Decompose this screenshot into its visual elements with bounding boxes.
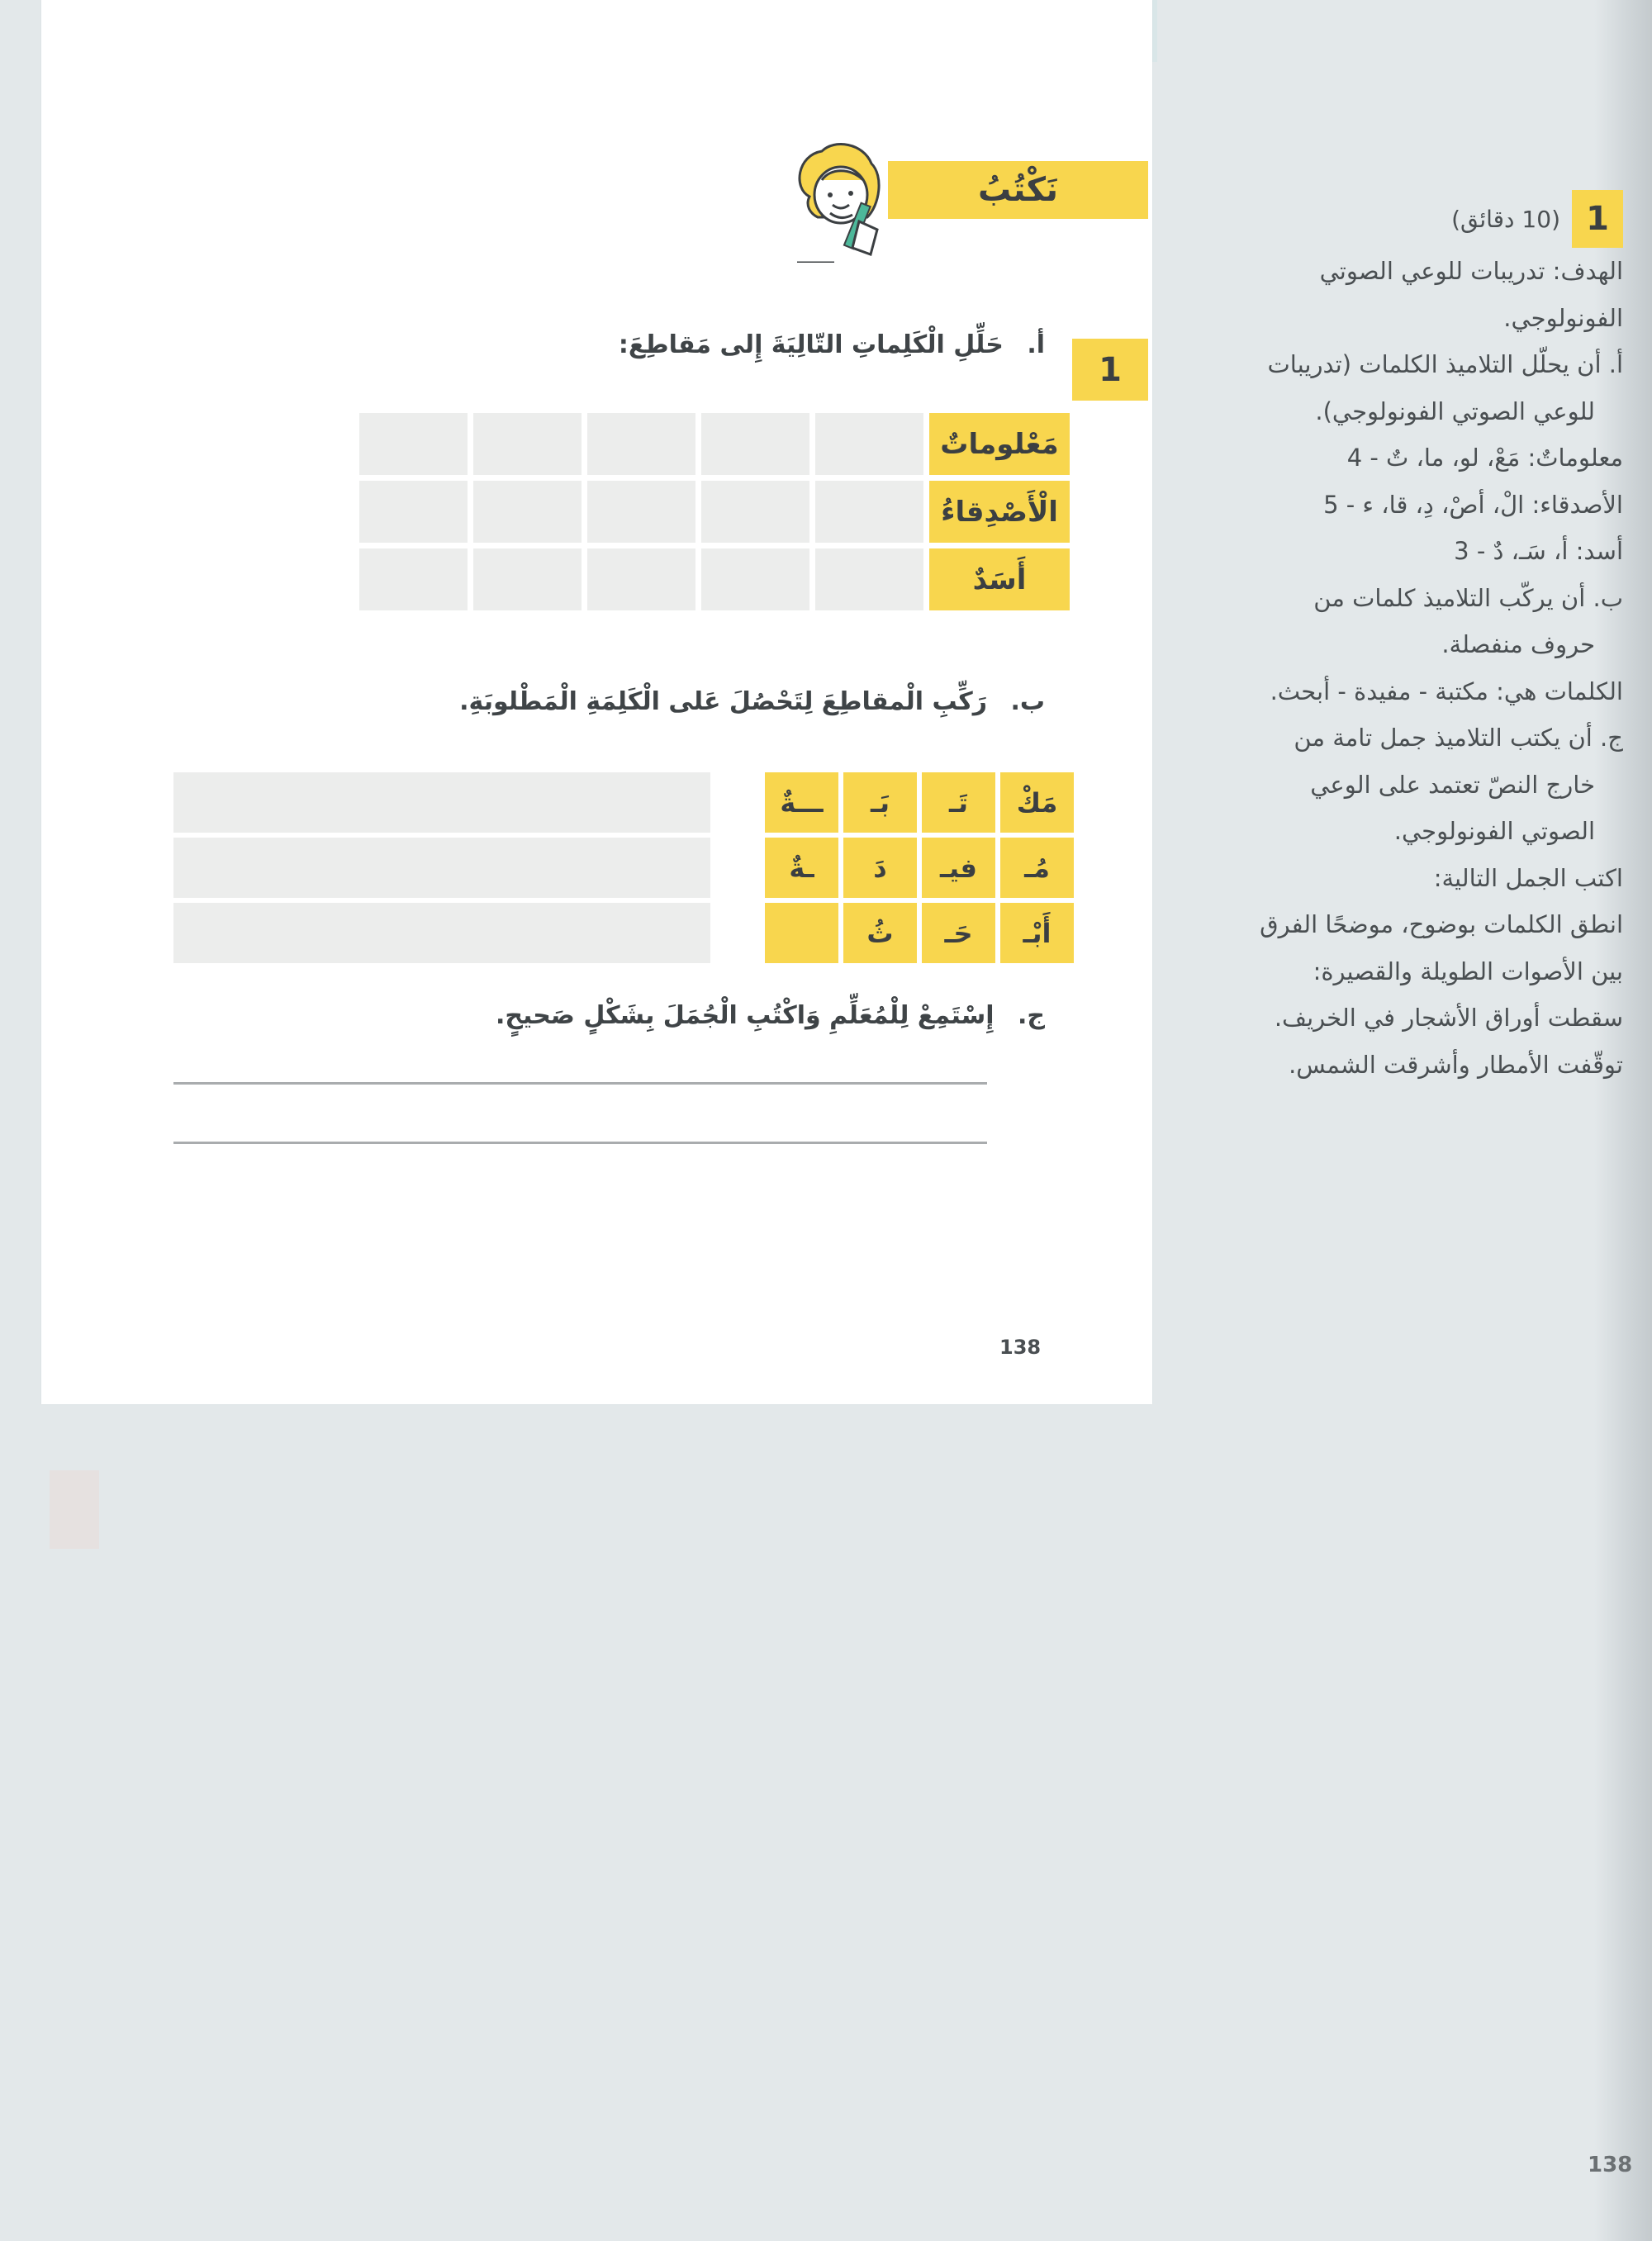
ghost-badge-bleed <box>50 1470 99 1549</box>
part-c-label: ج. <box>1017 1001 1045 1030</box>
note-line: سقطت أوراق الأشجار في الخريف. <box>1274 1004 1623 1032</box>
note-line: توقّفت الأمطار وأشرقت الشمس. <box>1289 1050 1623 1079</box>
word-cell: مَعْلوماتٌ <box>929 413 1070 475</box>
exercise-number-badge: 1 <box>1072 339 1148 401</box>
part-b-instruction <box>459 687 1045 716</box>
student-page-number: 138 <box>999 1336 1042 1359</box>
duration-label: (10 دقائق) <box>1451 205 1560 233</box>
syllable-cell: تَـ <box>922 772 995 833</box>
syllable-compose-area <box>173 772 1074 962</box>
syllable-answer-cell[interactable] <box>701 548 809 610</box>
syllable-analysis-table <box>310 413 1070 616</box>
note-line: انطق الكلمات بوضوح، موضحًا الفرق <box>1260 910 1623 938</box>
section-title-bar <box>888 161 1148 219</box>
note-line: الصوتي الفونولوجي. <box>1393 817 1595 845</box>
syllable-cell: أَبْـ <box>1000 903 1074 963</box>
syllable-cell: دَ <box>843 838 917 898</box>
note-line: خارج النصّ تعتمد على الوعي <box>1310 770 1595 799</box>
part-a-text: حَلِّلِ الْكَلِماتِ التّالِيَةَ إِلى مَقاطِعَ: <box>618 330 1004 359</box>
syllable-answer-cell[interactable] <box>587 548 695 610</box>
syllable-answer-cell[interactable] <box>815 481 923 543</box>
syllable-answer-cell[interactable] <box>359 548 468 610</box>
syllable-cell: ثُ <box>843 903 917 963</box>
syllable-answer-cell[interactable] <box>473 548 582 610</box>
part-b-text: رَكِّبِ الْمقاطِعَ لِتَحْصُلَ عَلى الْكَلِمَةِ الْمَطْلوبَةِ. <box>459 687 987 716</box>
part-b-label: ب. <box>1010 687 1045 716</box>
table-row <box>310 413 1070 475</box>
note-line: حروف منفصلة. <box>1441 630 1595 658</box>
note-line: ب. أن يركّب التلاميذ كلمات من <box>1313 583 1623 612</box>
top-edge-strip <box>1152 0 1157 62</box>
syllable-answer-cell[interactable] <box>473 413 582 475</box>
note-line: للوعي الصوتي الفونولوجي). <box>1315 396 1595 425</box>
word-cell: أَسَدٌ <box>929 548 1070 610</box>
girl-writing-icon <box>785 139 900 263</box>
note-line: ج. أن يكتب التلاميذ جمل تامة من <box>1294 724 1623 752</box>
note-line: بين الأصوات الطويلة والقصيرة: <box>1313 957 1623 985</box>
table-row <box>310 548 1070 610</box>
answer-bars <box>173 772 710 968</box>
syllable-cell: مَكْ <box>1000 772 1074 833</box>
word-answer-field[interactable] <box>173 772 710 833</box>
part-a-label: أ. <box>1027 330 1045 359</box>
syllable-answer-cell[interactable] <box>587 413 695 475</box>
note-line: معلوماتٌ: مَعْ، لو، ما، تٌ - 4 <box>1346 444 1623 472</box>
syllable-cell: ـــةٌ <box>765 772 838 833</box>
note-line: الكلمات هي: مكتبة - مفيدة - أبحث. <box>1270 677 1623 705</box>
syllable-answer-cell[interactable] <box>815 548 923 610</box>
note-line: الأصدقاء: الْ، أصْ، دِ، قا، ء - 5 <box>1323 490 1623 519</box>
word-answer-field[interactable] <box>173 838 710 898</box>
syllable-cell: بَـ <box>843 772 917 833</box>
syllable-cell: مُـ <box>1000 838 1074 898</box>
note-line: أ. أن يحلّل التلاميذ الكلمات (تدريبات <box>1267 350 1623 378</box>
syllable-answer-cell[interactable] <box>815 413 923 475</box>
part-c-text: إِسْتَمِعْ لِلْمُعَلِّمِ وَاكْتُبِ الْجُمَلَ بِشَكْلٍ صَحيحٍ. <box>496 1001 995 1030</box>
teacher-exercise-badge: 1 <box>1572 190 1623 248</box>
writing-line[interactable] <box>173 1082 987 1085</box>
part-c-instruction <box>496 1001 1045 1030</box>
note-line: أسد: أ، سَـ، دٌ - 3 <box>1454 537 1623 565</box>
word-answer-field[interactable] <box>173 903 710 963</box>
syllable-answer-cell[interactable] <box>701 481 809 543</box>
writing-line[interactable] <box>173 1142 987 1144</box>
syllable-cell: حَـ <box>922 903 995 963</box>
section-title: نَكْتُبُ <box>978 171 1058 209</box>
syllable-cell-empty <box>765 903 838 963</box>
syllable-answer-cell[interactable] <box>359 413 468 475</box>
syllable-cell: ـةٌ <box>765 838 838 898</box>
syllable-answer-cell[interactable] <box>701 413 809 475</box>
syllable-answer-cell[interactable] <box>359 481 468 543</box>
part-a-instruction <box>619 330 1045 359</box>
teacher-notes <box>1194 190 1623 1088</box>
note-line: اكتب الجمل التالية: <box>1433 863 1623 892</box>
syllable-cell: فيـ <box>922 838 995 898</box>
table-row <box>310 481 1070 543</box>
teacher-notes-header <box>1194 190 1623 248</box>
teacher-page-number: 138 <box>1588 2153 1633 2177</box>
note-line: الهدف: تدريبات للوعي الصوتي <box>1319 257 1623 285</box>
syllable-answer-cell[interactable] <box>587 481 695 543</box>
syllable-grid <box>758 772 1074 963</box>
student-page <box>41 0 1152 1404</box>
syllable-answer-cell[interactable] <box>473 481 582 543</box>
note-line: الفونولوجي. <box>1503 303 1623 332</box>
word-cell: الْأَصْدِقاءُ <box>929 481 1070 543</box>
